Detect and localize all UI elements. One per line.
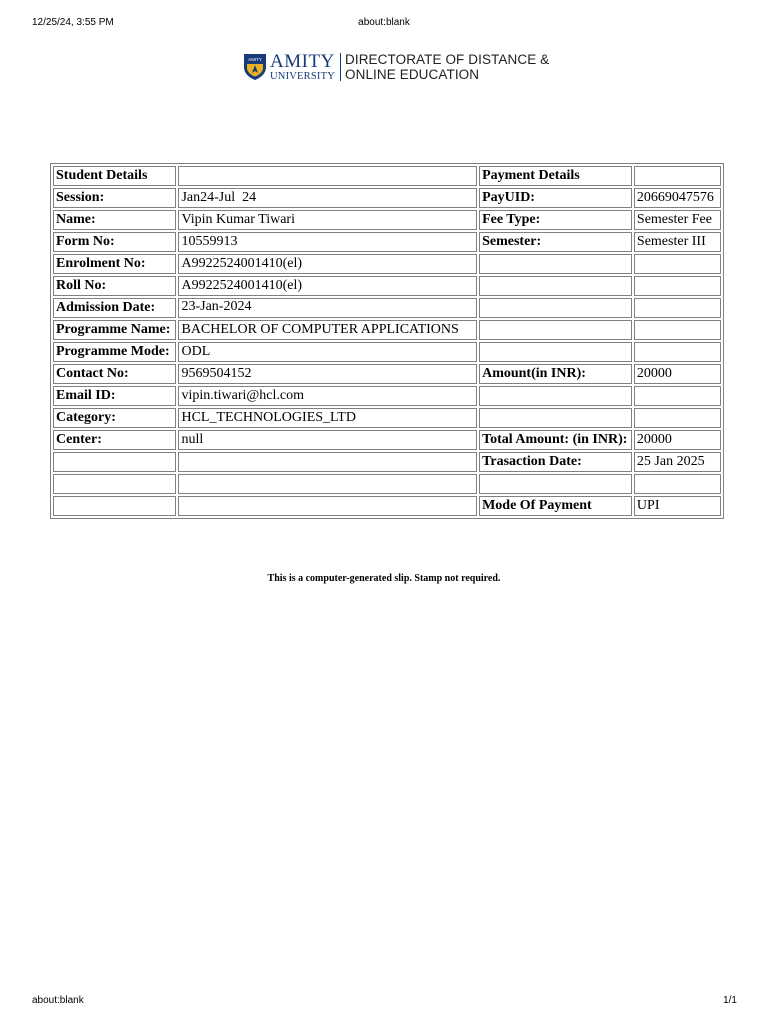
roll-no-value: A9922524001410(el) bbox=[178, 276, 477, 296]
total-amount-label: Total Amount: (in INR): bbox=[479, 430, 632, 450]
empty-cell bbox=[53, 496, 176, 516]
table-row bbox=[53, 408, 721, 428]
table-row bbox=[53, 298, 721, 318]
logo-unit-line1: DIRECTORATE OF DISTANCE & bbox=[345, 52, 550, 67]
form-no-value: 10559913 bbox=[178, 232, 477, 252]
amity-logo bbox=[243, 51, 563, 83]
table-row bbox=[53, 496, 721, 516]
empty-cell bbox=[178, 452, 477, 472]
table-row bbox=[53, 452, 721, 472]
transaction-date-value: 25 Jan 2025 bbox=[634, 452, 721, 472]
empty-cell bbox=[479, 474, 632, 494]
table-row bbox=[53, 210, 721, 230]
empty-cell bbox=[479, 320, 632, 340]
programme-mode-label: Programme Mode: bbox=[53, 342, 176, 362]
table-row bbox=[53, 188, 721, 208]
admission-date-label: Admission Date: bbox=[53, 298, 176, 318]
table-row bbox=[53, 320, 721, 340]
empty-cell bbox=[634, 474, 721, 494]
empty-cell bbox=[479, 276, 632, 296]
enrolment-value: A9922524001410(el) bbox=[178, 254, 477, 274]
empty-cell bbox=[178, 496, 477, 516]
admission-date-value: 23-Jan-2024 bbox=[178, 298, 477, 318]
fee-slip-table bbox=[50, 163, 724, 519]
table-row bbox=[53, 276, 721, 296]
empty-cell bbox=[53, 452, 176, 472]
amount-value: 20000 bbox=[634, 364, 721, 384]
empty-cell bbox=[634, 298, 721, 318]
center-label: Center: bbox=[53, 430, 176, 450]
total-amount-value: 20000 bbox=[634, 430, 721, 450]
programme-mode-value: ODL bbox=[178, 342, 477, 362]
logo-divider bbox=[340, 53, 341, 81]
empty-cell bbox=[634, 276, 721, 296]
payuid-value: 20669047576 bbox=[634, 188, 721, 208]
name-label: Name: bbox=[53, 210, 176, 230]
payment-details-header: Payment Details bbox=[479, 166, 632, 186]
table-row bbox=[53, 386, 721, 406]
empty-cell bbox=[479, 408, 632, 428]
roll-no-label: Roll No: bbox=[53, 276, 176, 296]
empty-cell bbox=[479, 298, 632, 318]
contact-no-label: Contact No: bbox=[53, 364, 176, 384]
payuid-label: PayUID: bbox=[479, 188, 632, 208]
contact-no-value: 9569504152 bbox=[178, 364, 477, 384]
print-page-number: 1/1 bbox=[723, 995, 737, 1006]
programme-name-label: Programme Name: bbox=[53, 320, 176, 340]
empty-cell bbox=[634, 166, 721, 186]
semester-value: Semester III bbox=[634, 232, 721, 252]
empty-cell bbox=[479, 386, 632, 406]
empty-cell bbox=[634, 408, 721, 428]
mode-of-payment-value: UPI bbox=[634, 496, 721, 516]
crest-text: AMITY bbox=[248, 57, 262, 62]
empty-cell bbox=[479, 254, 632, 274]
amity-crest-icon bbox=[243, 53, 267, 81]
table-row-spacer bbox=[53, 474, 721, 494]
table-row bbox=[53, 364, 721, 384]
transaction-date-label: Trasaction Date: bbox=[479, 452, 632, 472]
print-datetime: 12/25/24, 3:55 PM bbox=[32, 17, 114, 28]
print-page-url: about:blank bbox=[358, 17, 410, 28]
fee-type-value: Semester Fee bbox=[634, 210, 721, 230]
print-footer-url: about:blank bbox=[32, 995, 84, 1006]
logo-brand: AMITY bbox=[270, 50, 335, 72]
amount-label: Amount(in INR): bbox=[479, 364, 632, 384]
session-value: Jan24-Jul 24 bbox=[178, 188, 477, 208]
session-label: Session: bbox=[53, 188, 176, 208]
empty-cell bbox=[178, 166, 477, 186]
enrolment-label: Enrolment No: bbox=[53, 254, 176, 274]
computer-generated-note: This is a computer-generated slip. Stamp not required. bbox=[267, 573, 501, 584]
programme-name-value: BACHELOR OF COMPUTER APPLICATIONS bbox=[178, 320, 477, 340]
fee-type-label: Fee Type: bbox=[479, 210, 632, 230]
table-row bbox=[53, 166, 721, 186]
empty-cell bbox=[53, 474, 176, 494]
empty-cell bbox=[479, 342, 632, 362]
email-label: Email ID: bbox=[53, 386, 176, 406]
empty-cell bbox=[634, 320, 721, 340]
empty-cell bbox=[634, 386, 721, 406]
mode-of-payment-label: Mode Of Payment bbox=[479, 496, 632, 516]
form-no-label: Form No: bbox=[53, 232, 176, 252]
logo-sub: UNIVERSITY bbox=[270, 70, 335, 82]
category-value: HCL_TECHNOLOGIES_LTD bbox=[178, 408, 477, 428]
empty-cell bbox=[178, 474, 477, 494]
table-row bbox=[53, 254, 721, 274]
table-row bbox=[53, 430, 721, 450]
empty-cell bbox=[634, 254, 721, 274]
category-label: Category: bbox=[53, 408, 176, 428]
empty-cell bbox=[634, 342, 721, 362]
logo-unit-line2: ONLINE EDUCATION bbox=[345, 67, 480, 82]
table-row bbox=[53, 342, 721, 362]
name-value: Vipin Kumar Tiwari bbox=[178, 210, 477, 230]
table-row bbox=[53, 232, 721, 252]
semester-label: Semester: bbox=[479, 232, 632, 252]
center-value: null bbox=[178, 430, 477, 450]
email-value: vipin.tiwari@hcl.com bbox=[178, 386, 477, 406]
student-details-header: Student Details bbox=[53, 166, 176, 186]
